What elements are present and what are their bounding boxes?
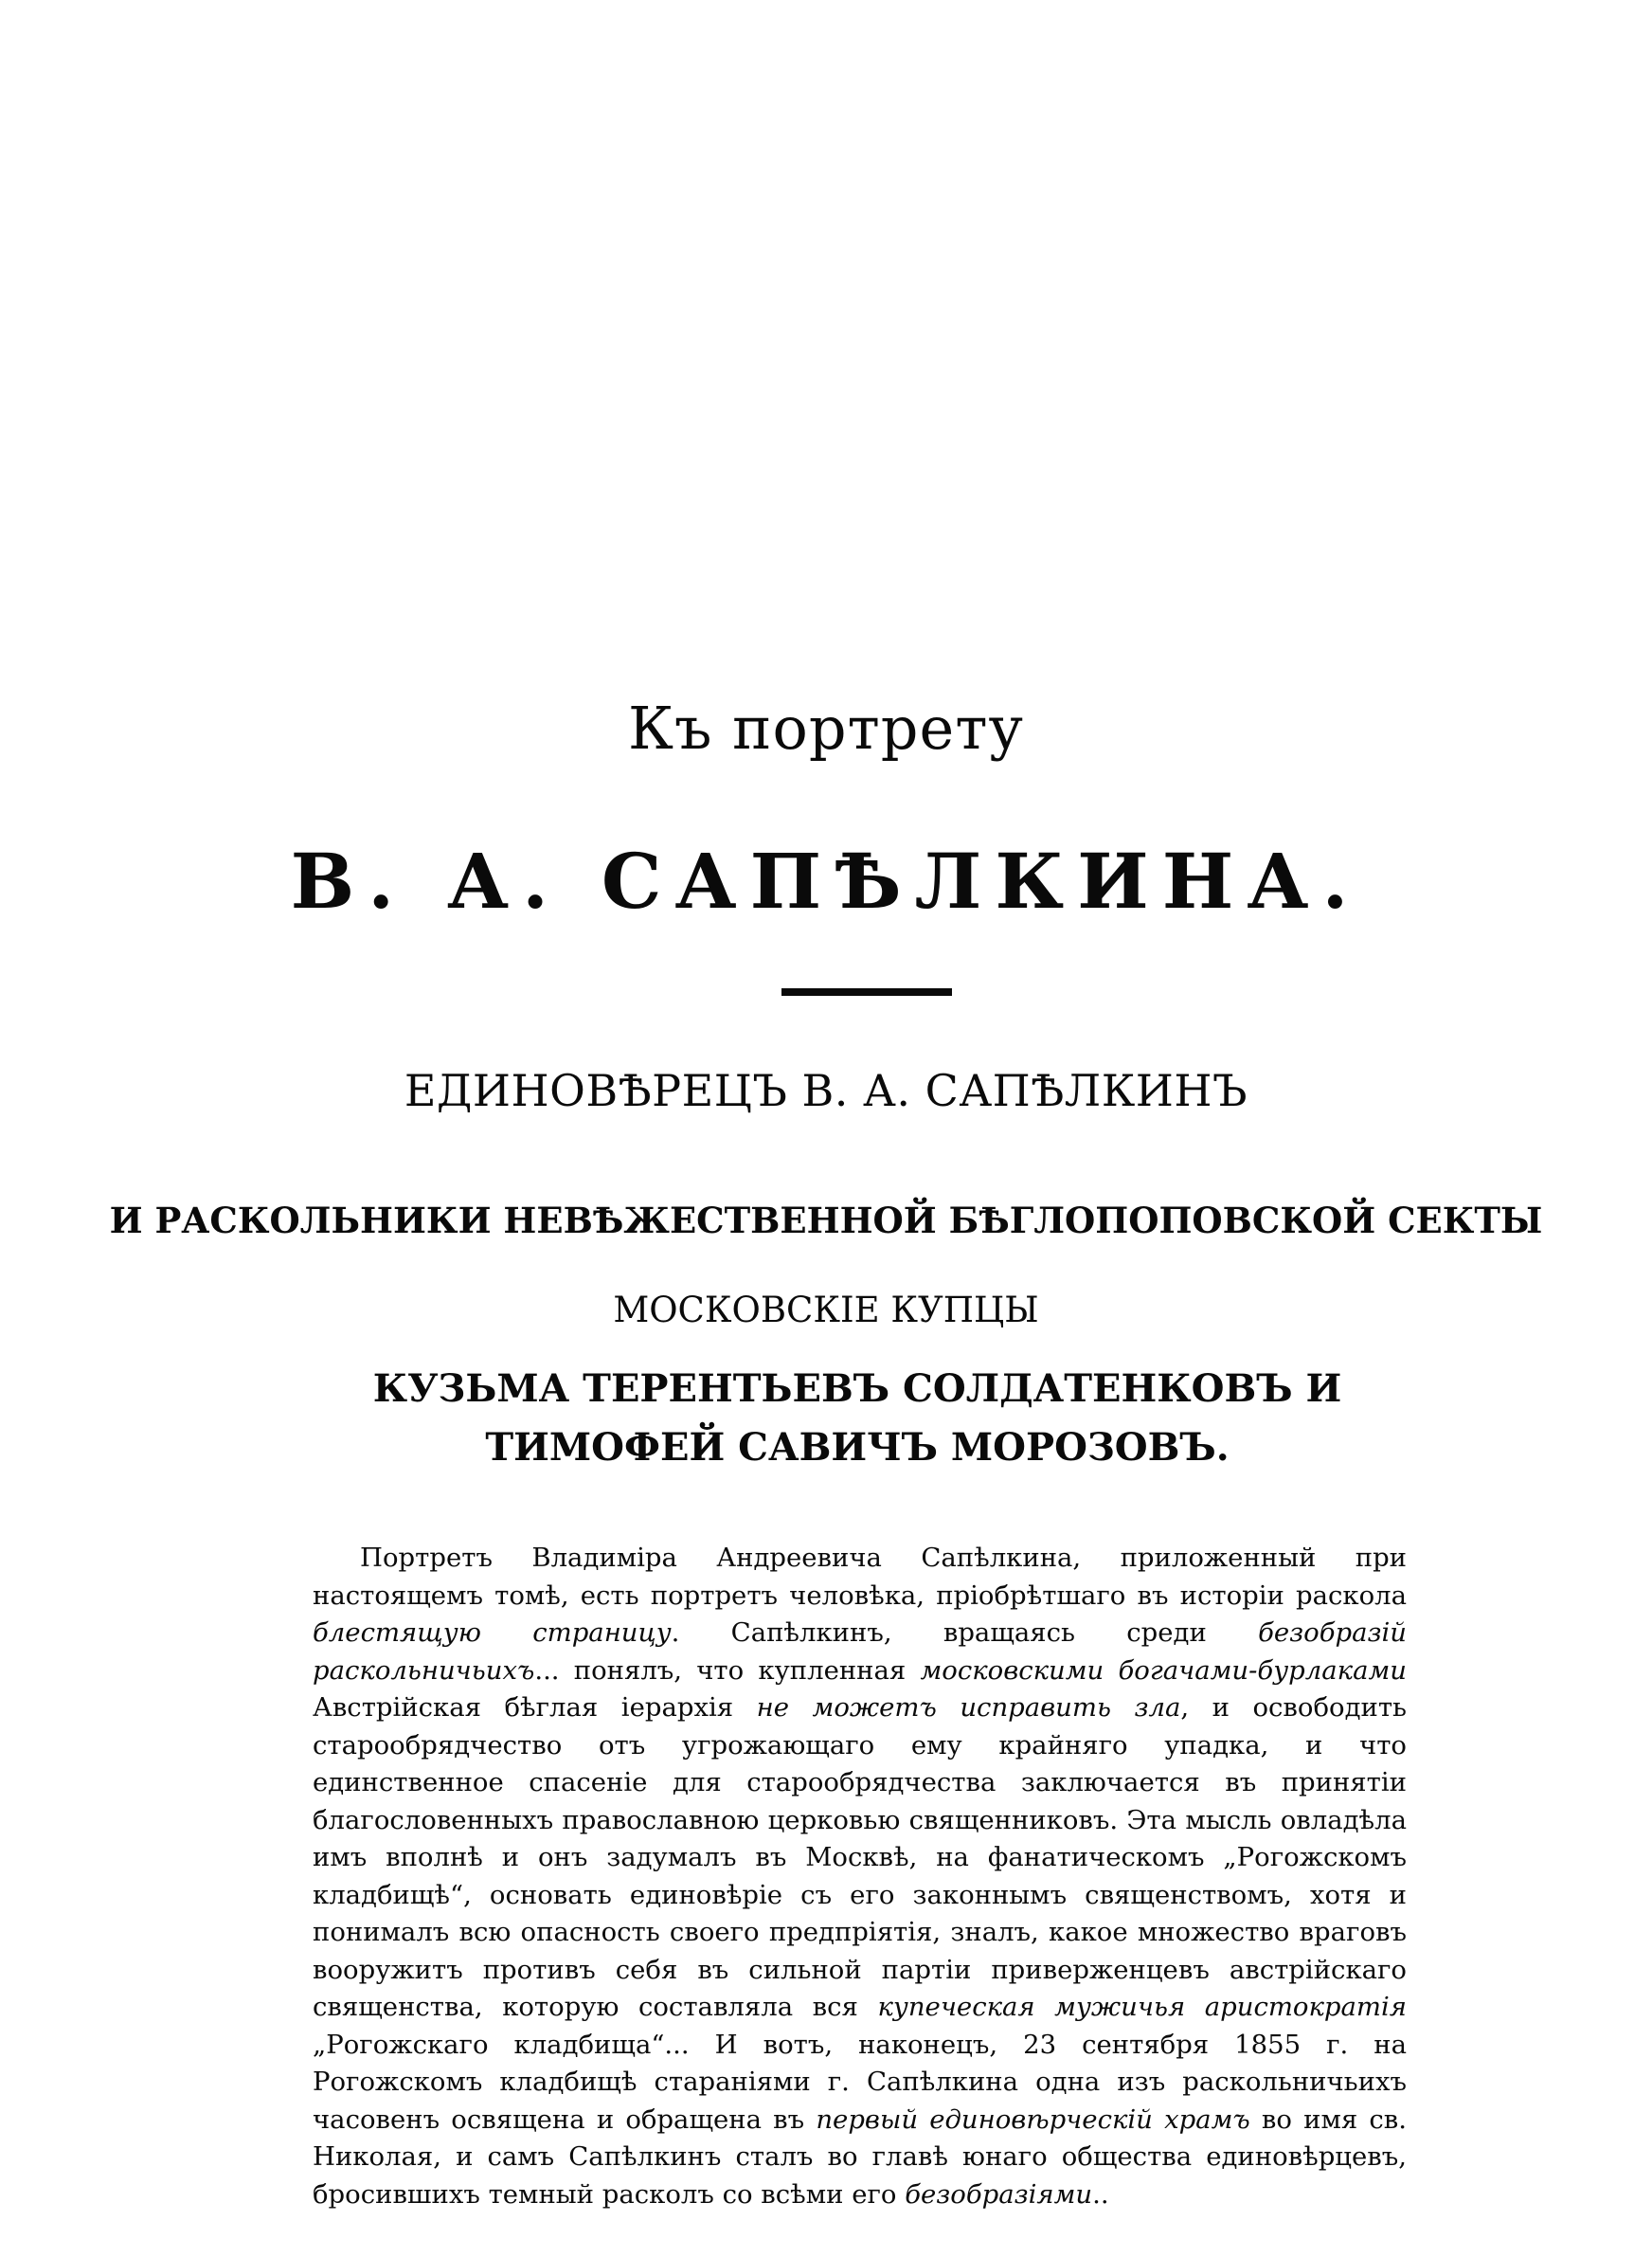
title-line-1: Къ портрету [628,694,1024,763]
heading-4: КУЗЬМА ТЕРЕНТЬЕВЪ СОЛДАТЕНКОВЪ И ТИМОФЕЙ САВИЧЪ МОРОЗОВЪ. [372,1366,1342,1470]
body-text: „Рогожскаго кладбища“... И вотъ, наконецъ, 23 сентября 1855 г. на Рогожскомъ кладбищѣ стараніями г. Сапѣлкина одна изъ раскольничьихъ часовенъ освящена и обращена въ [313,2029,1407,2135]
heading-1: ЕДИНОВѢРЕЦЪ В. А. САПѢЛКИНЪ [404,1065,1248,1116]
title-divider [781,988,952,996]
body-paragraph [313,1540,1407,2213]
body-emphasis: купеческая мужичья аристократія [877,1992,1407,2022]
body-emphasis: блестящую страницу [313,1617,672,1648]
body-emphasis: московскими богачами-бурлаками [920,1654,1408,1686]
heading-2: И РАСКОЛЬНИКИ НЕВѢЖЕСТВЕННОЙ БѢГЛОПОПОВСКОЙ СЕКТЫ [109,1200,1543,1241]
body-text: во имя св. Николая, и самъ Сапѣлкинъ сталъ во главѣ юнаго общества единовѣрцевъ, бросившихъ темный расколъ со всѣми его [313,2104,1407,2210]
heading-3: МОСКОВСКІЕ КУПЦЫ [613,1290,1039,1330]
title-line-2: В. А. САПѢЛКИНА. [290,837,1362,926]
body-text: . Сапѣлкинъ, вращаясь среди [671,1617,1259,1648]
body-text: Портретъ Владиміра Андреевича Сапѣлкина, приложенный при настоящемъ томѣ, есть портретъ человѣка, пріобрѣтшаго въ исторіи раскола [313,1543,1407,1611]
body-text: .. [1092,2178,1109,2210]
body-emphasis: безобразій раскольничьихъ [313,1617,1407,1686]
body-emphasis: безобразіями [905,2178,1093,2210]
body-emphasis: не можетъ исправить зла [756,1692,1181,1723]
body-emphasis: первый единовѣрческій храмъ [816,2104,1250,2135]
body-text: , и освободить старообрядчество отъ угрожающаго ему крайняго упадка, и что единственное спасеніе для старообрядчества заключается въ принятіи благословенныхъ православною церковью священниковъ. Эта мысль овладѣла имъ вполнѣ и онъ задумалъ въ Москвѣ, на фанатическомъ „Рогожскомъ кладбищѣ“, основать единовѣріе съ его законнымъ священствомъ, хотя и понималъ всю опасность своего предпріятія, зналъ, какое множество враговъ вооружитъ противъ себя въ сильной партіи приверженцевъ австрійскаго священства, которую составляла вся [313,1692,1408,2022]
body-text: Австрійская бѣглая іерархія [313,1692,757,1723]
body-text: ... понялъ, что купленная [534,1654,921,1686]
